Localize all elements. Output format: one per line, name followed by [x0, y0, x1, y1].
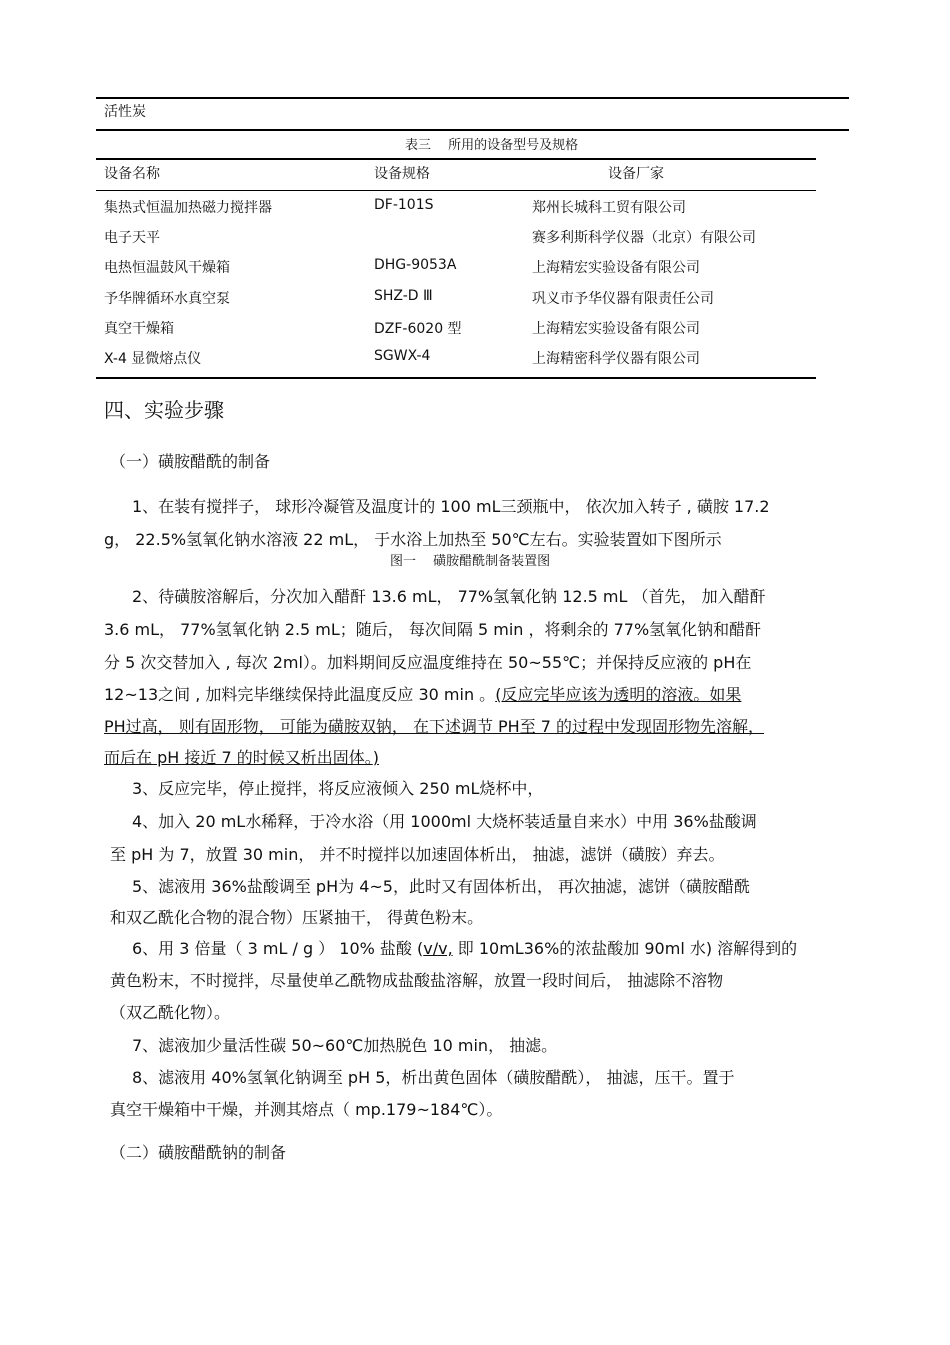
- table-cell: 上海精宏实验设备有限公司: [532, 260, 700, 276]
- subsection-title: （二）磺胺醋酰钠的制备: [110, 1143, 287, 1162]
- table-header-rule: [96, 190, 816, 191]
- step-4-line: 4、加入 20 mL水稀释，于冷水浴（用 1000ml 大烧杯装适量自来水）中用 36%盐酸调: [132, 812, 757, 831]
- step-2-line: 3.6 mL， 77%氢氧化钠 2.5 mL；随后， 每次间隔 5 min ，将剩余的 77%氢氧化钠和醋酐: [104, 620, 762, 639]
- step-6-vv: v/v,: [423, 939, 453, 958]
- subsection-title: （一）磺胺醋酰的制备: [110, 452, 271, 471]
- header-maker: 设备厂家: [608, 166, 664, 182]
- top-rule: [96, 97, 849, 99]
- step-2-text: 12~13之间 , 加料完毕继续保持此温度反应 30 min 。: [104, 685, 496, 704]
- table-cell: 郑州长城科工贸有限公司: [532, 200, 686, 216]
- header-spec: 设备规格: [374, 166, 430, 182]
- table-cell: 上海精宏实验设备有限公司: [532, 321, 700, 337]
- step-2-line: 分 5 次交替加入 , 每次 2ml）。加料期间反应温度维持在 50~55℃；并保持反应液的 pH在: [104, 653, 752, 672]
- table-cell: 电子天平: [104, 230, 160, 246]
- step-1-line: g， 22.5%氢氧化钠水溶液 22 mL， 于水浴上加热至 50℃左右。实验装置如下图所示: [104, 530, 722, 549]
- figure-caption: 图一 磺胺醋酰制备装置图: [390, 554, 551, 569]
- step-2-close-paren: ): [372, 748, 379, 767]
- top-row-bottom-rule: [96, 129, 849, 131]
- step-2-line: [104, 682, 741, 705]
- section-title: 四、实验步骤: [104, 398, 224, 422]
- step-5-line: 和双乙酰化合物的混合物）压紧抽干， 得黄色粉末。: [110, 908, 484, 927]
- step-2-line: 2、待磺胺溶解后，分次加入醋酐 13.6 mL， 77%氢氧化钠 12.5 mL （首先， 加入醋酐: [132, 587, 766, 606]
- step-1-line: 1、在装有搅拌子， 球形冷凝管及温度计的 100 mL三颈瓶中， 依次加入转子 , 磺胺 17.2: [132, 497, 770, 516]
- table-cell: 予华牌循环水真空泵: [104, 291, 230, 307]
- step-8-line: 真空干燥箱中干燥，并测其熔点（ mp.179~184℃）。: [110, 1100, 503, 1119]
- table-cell: 赛多利斯科学仪器（北京）有限公司: [532, 230, 756, 246]
- step-2-note-line: PH过高， 则有固形物， 可能为磺胺双钠， 在下述调节 PH至 7 的过程中发现固形物先溶解，: [104, 717, 765, 736]
- table-top-rule: [96, 158, 816, 160]
- table-cell: 上海精密科学仪器有限公司: [532, 351, 700, 367]
- table-cell: DF-101S: [374, 197, 434, 213]
- top-row-text: 活性炭: [104, 104, 146, 120]
- step-5-line: 5、滤液用 36%盐酸调至 pH为 4~5，此时又有固体析出， 再次抽滤，滤饼（磺胺醋酰: [132, 877, 751, 896]
- header-name: 设备名称: [104, 166, 160, 182]
- step-7: 7、滤液加少量活性碳 50~60℃加热脱色 10 min， 抽滤。: [132, 1036, 558, 1055]
- table-cell: 巩义市予华仪器有限责任公司: [532, 291, 714, 307]
- table-cell: 真空干燥箱: [104, 321, 174, 337]
- table-cell: 集热式恒温加热磁力搅拌器: [104, 200, 272, 216]
- table-cell: X-4 显微熔点仪: [104, 351, 202, 367]
- step-8-line: 8、滤液用 40%氢氧化钠调至 pH 5，析出黄色固体（磺胺醋酰）， 抽滤，压干。置于: [132, 1068, 735, 1087]
- table-cell: SHZ-D Ⅲ: [374, 288, 433, 304]
- step-4-line: 至 pH 为 7，放置 30 min， 并不时搅拌以加速固体析出， 抽滤，滤饼（磺胺）弃去。: [110, 845, 725, 864]
- table-cell: DZF-6020 型: [374, 321, 462, 337]
- step-6-line: [132, 936, 797, 959]
- step-2-note-end: 而后在 pH 接近 7 的时候又析出固体。: [104, 748, 373, 767]
- step-6-line: 黄色粉末，不时搅拌，尽量使单乙酰物成盐酸盐溶解，放置一段时间后， 抽滤除不溶物: [110, 971, 724, 990]
- table-cell: SGWX-4: [374, 348, 431, 364]
- table-bottom-rule: [96, 377, 816, 379]
- step-6-line: （双乙酰化物）。: [110, 1003, 231, 1022]
- table-cell: 电热恒温鼓风干燥箱: [104, 260, 230, 276]
- step-3: 3、反应完毕，停止搅拌，将反应液倾入 250 mL烧杯中，: [132, 779, 544, 798]
- step-2-note: (反应完毕应该为透明的溶液。如果: [495, 685, 742, 704]
- table-caption: 表三 所用的设备型号及规格: [405, 138, 579, 153]
- step-2-note-line: [104, 745, 379, 768]
- step-6-text: 即 10mL36%的浓盐酸加 90ml 水) 溶解得到的: [452, 939, 798, 958]
- table-cell: DHG-9053A: [374, 257, 457, 273]
- step-6-text: 6、用 3 倍量（ 3 mL / g ） 10% 盐酸 (: [132, 939, 424, 958]
